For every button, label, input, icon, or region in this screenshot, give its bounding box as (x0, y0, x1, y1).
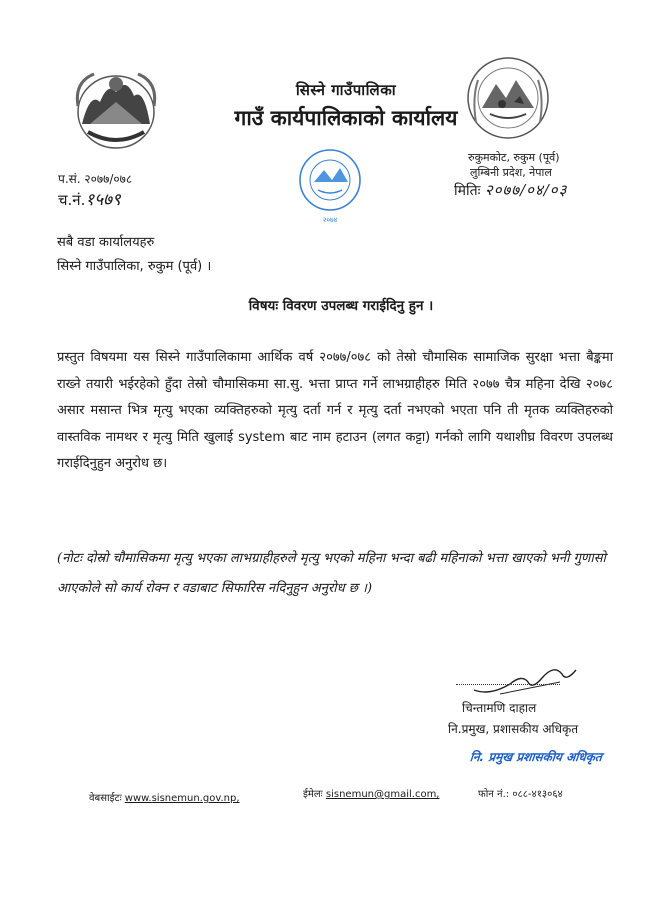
footer-website (89, 790, 240, 804)
letter-subject: विषयः विवरण उपलब्ध गराईदिनु हुन । (248, 298, 434, 314)
office-name: गाउँ कार्यपालिकाको कार्यालय (234, 106, 458, 130)
phone-label: फोन नं.: (478, 789, 510, 800)
dispatch-value: १५७९ (85, 190, 121, 210)
reference-number: प.सं. २०७७/०७८ (58, 172, 133, 186)
signature-line (456, 684, 560, 685)
dispatch-label: च.नं. (58, 191, 86, 209)
office-address-line2: लुम्बिनी प्रदेश, नेपाल (470, 166, 552, 179)
dispatch-number (58, 187, 121, 210)
website-label: वेबसाईटः (89, 793, 122, 804)
letter-note: (नोटः दोस्रो चौमासिकमा मृत्यु भएका लाभग्राहीहरुले मृत्यु भएको महिना भन्दा बढी महिनाको भत्ता खाएको भनी गुणासो आएकोले सो कार्य रोक्न र वडाबाट सिफारिस नदिनुहुन अनुरोध छ ।) (57, 551, 606, 596)
recipient-line1: सबै वडा कार्यालयहरु (57, 235, 155, 250)
letter-date (454, 180, 567, 200)
office-address-line1: रुकुमकोट, रुकुम (पूर्व) (468, 151, 560, 164)
website-link[interactable]: www.sisnemun.gov.np, (124, 793, 240, 804)
email-label: ईमेलः (303, 789, 323, 800)
stamp-year: २०७४ (322, 216, 338, 224)
office-stamp (284, 142, 376, 224)
signatory-name: चिन्तामणि दाहाल (462, 701, 537, 715)
footer-phone (478, 786, 563, 800)
date-label: मितिः (454, 183, 481, 199)
municipality-name: सिस्ने गाउँपालिका (295, 81, 397, 99)
email-link[interactable]: sisnemun@gmail.com, (325, 789, 440, 800)
signatory-title: नि.प्रमुख, प्रशासकीय अधिकृत (448, 722, 579, 736)
recipient-line2: सिस्ने गाउँपालिका, रुकुम (पूर्व) । (57, 259, 212, 274)
date-value: २०७७/०४/०३ (484, 181, 568, 199)
phone-number: ०८८-४१३०६४ (512, 789, 563, 800)
letter-body: प्रस्तुत विषयमा यस सिस्ने गाउँपालिकामा आर्थिक वर्ष २०७७/०७८ को तेस्रो चौमासिक सामाजिक सुरक्षा भत्ता बैङ्कमा राख्ने तयारी भईरहेको हुँदा तेस्रो चौमासिकमा सा.सु. भत्ता प्राप्त गर्ने लाभग्राहीहरु मिति २०७७ चैत्र महिना देखि २०७८ असार मसान्त भित्र मृत्यु भएका व्यक्तिहरुको मृत्यु दर्ता गर्न र मृत्यु दर्ता नभएको भएता पनि ती मृतक व्यक्तिहरुको वास्तविक नामथर र मृत्यु मिति खुलाई system बाट नाम हटाउन (लगत कट्टा) गर्नको लागि यथाशीघ्र विवरण उपलब्ध गराईदिनुहुन अनुरोध छ। (57, 350, 613, 472)
signatory-stamp: नि. प्रमुख प्रशासकीय अधिकृत (469, 750, 603, 764)
footer-email (303, 786, 439, 800)
signature-scribble-icon (470, 660, 580, 704)
